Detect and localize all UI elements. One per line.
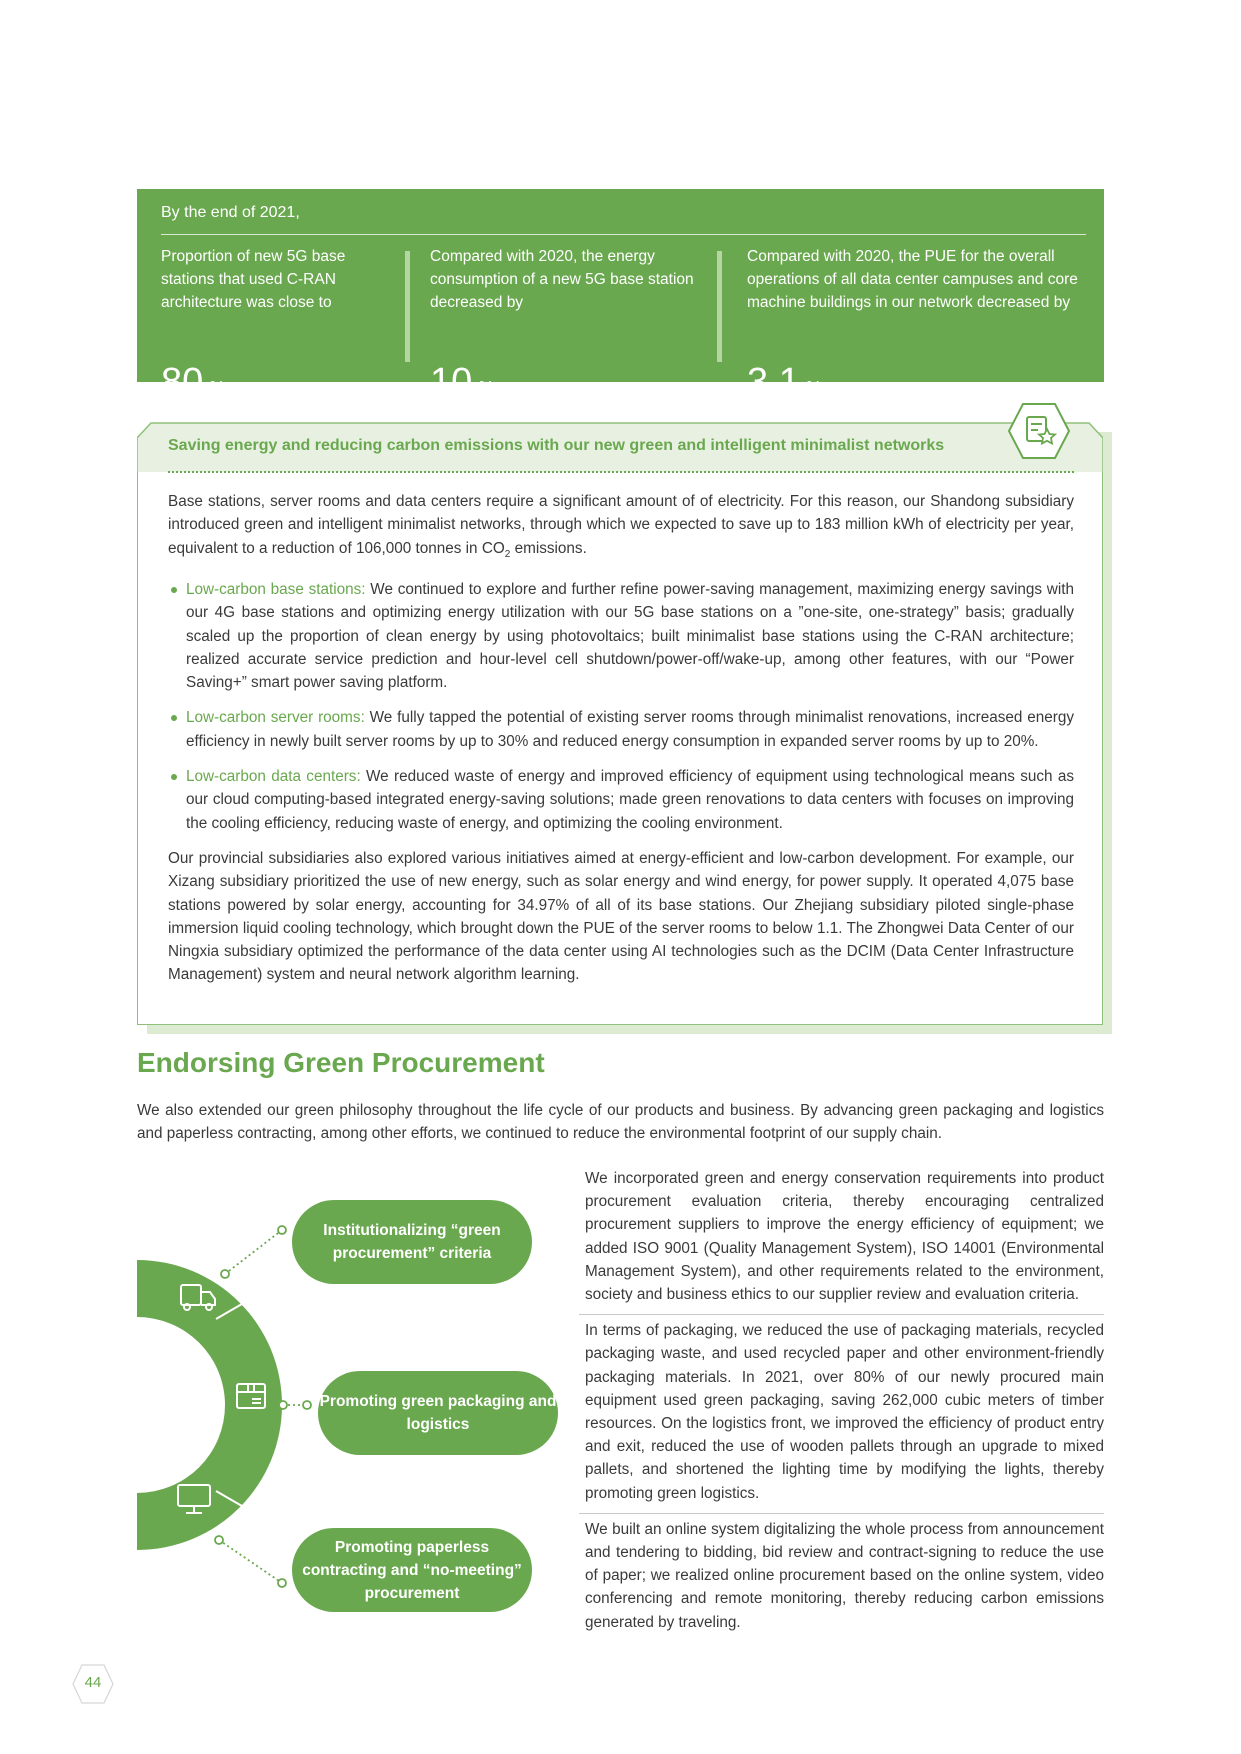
stat-description: Proportion of new 5G base stations that used C-RAN architecture was close to	[161, 248, 346, 311]
info-intro-paragraph	[168, 490, 1074, 566]
list-item	[168, 706, 1074, 753]
stat-number: 10	[430, 361, 473, 403]
page-number: 44	[84, 1674, 102, 1691]
stats-intro: By the end of 2021,	[161, 204, 300, 221]
connector-node	[278, 1579, 286, 1587]
bullet-label: Low-carbon base stations:	[186, 580, 366, 598]
bullet-text: We reduced waste of energy and improved efficiency of equipment using technological means such as our cloud computing-based integrated energy-saving solutions; made green renovations to data centers with focuses on improving the cooling efficiency, reducing waste of energy, and optimizing the cooling environment.	[186, 768, 1074, 832]
bullet-text: We continued to explore and further refine power-saving management, maximizing energy savings with our 4G base stations and optimizing energy utilization with our 5G base stations on a ”one-site, one-strategy” basis; gradually scaled up the proportion of clean energy by using photovoltaics; built minimalist base stations using the C-RAN architecture; realized accurate service prediction and hour-level cell shutdown/power-off/wake-up, among other features, with our “Power Saving+” smart power saving platform.	[186, 580, 1074, 692]
stat-number: 80	[161, 361, 204, 403]
list-item	[168, 765, 1074, 835]
stat-value	[161, 361, 225, 404]
certificate-star-icon	[1007, 402, 1071, 460]
stat-description: Compared with 2020, the PUE for the overall operations of all data center campuses and core machine buildings in our network decreased by	[747, 248, 1078, 311]
packaging-pill: Promoting green packaging and logistics	[318, 1371, 558, 1455]
connector-node	[303, 1401, 311, 1409]
criteria-pill: Institutionalizing “green procurement” criteria	[292, 1200, 532, 1284]
info-bullet-list	[168, 578, 1074, 835]
bullet-label: Low-carbon server rooms:	[186, 709, 365, 727]
paperless-pill: Promoting paperless contracting and “no-meeting” procurement	[292, 1528, 532, 1612]
connector-node	[215, 1536, 223, 1544]
stat-block	[161, 245, 371, 403]
paperless-paragraph: We built an online system digitalizing the whole process from announcement and tendering to bidding, bid review and contract-signing to reduce the use of paper; we realized online procurement based on the online system, video conferencing and remote monitoring, thereby reducing carbon emissions generated by traveling.	[585, 1520, 1104, 1631]
info-intro-tail: emissions.	[510, 539, 587, 557]
list-item	[168, 578, 1074, 694]
stat-description: Compared with 2020, the energy consumption of a new 5G base station decreased by	[430, 248, 694, 311]
procurement-details	[585, 1163, 1104, 1642]
packaging-paragraph: In terms of packaging, we reduced the use of packaging materials, recycled packaging waste, and used recycled paper and other environment-friendly packaging materials. In 2021, over 80% of our newly procured main equipment used green packaging, saving 262,000 cubic meters of timber resources. On the logistics front, we improved the efficiency of product entry and exit, reduced the use of wooden pallets through an upgrade to mixed pallets, and shortened the lighting time by modifying the lights, thereby promoting green logistics.	[585, 1322, 1104, 1502]
stat-value	[430, 361, 494, 404]
info-closing-paragraph: Our provincial subsidiaries also explored various initiatives aimed at energy-efficient and low-carbon development. For example, our Xizang subsidiary prioritized the use of new energy, such as solar energy and wind energy, for power supply. It operated 4,075 base stations powered by solar energy, accounting for 34.97% of all of its base stations. Our Zhejiang subsidiary piloted single-phase immersion liquid cooling technology, which brought down the PUE of the server rooms to below 1.1. The Zhongwei Data Center of our Ningxia subsidiary optimized the performance of the data center using AI technologies such as the DCIM (Data Center Infrastructure Management) system and neural network algorithm learning.	[168, 849, 1074, 984]
subscript: 2	[504, 548, 511, 560]
bullet-dot	[171, 715, 177, 721]
info-title-divider	[168, 471, 1074, 473]
stat-block	[747, 245, 1092, 403]
stat-unit: %	[209, 378, 226, 398]
criteria-paragraph: We incorporated green and energy conservation requirements into product procurement evaluation criteria, thereby encouraging centralized procurement suppliers to improve the energy efficiency of equipment; we added ISO 9001 (Quality Management System), ISO 14001 (Environmental Management System), and other requirements related to the environment, society and business ethics to our supplier review and evaluation criteria.	[585, 1170, 1104, 1304]
section-heading: Endorsing Green Procurement	[137, 1047, 545, 1078]
bullet-dot	[171, 774, 177, 780]
connector-line	[219, 1540, 282, 1583]
stat-unit: %	[805, 378, 822, 398]
stat-separator	[717, 251, 722, 362]
stat-block	[430, 245, 715, 403]
connector-node	[278, 1226, 286, 1234]
stat-number: 3.1	[747, 361, 800, 403]
bullet-dot	[171, 587, 177, 593]
stat-separator	[405, 251, 410, 362]
bullet-label: Low-carbon data centers:	[186, 768, 361, 786]
section-intro: We also extended our green philosophy throughout the life cycle of our products and business. By advancing green packaging and logistics and paperless contracting, among other efforts, we continued to reduce the environmental footprint of our supply chain.	[137, 1102, 1104, 1142]
info-intro-text: Base stations, server rooms and data centers require a significant amount of of electricity. For this reason, our Shandong subsidiary introduced green and intelligent minimalist networks, through which we expected to save up to 183 million kWh of electricity per year, equivalent to a reduction of 106,000 tonnes in CO	[168, 493, 1074, 557]
bullet-text: We fully tapped the potential of existing server rooms through minimalist renovations, increased energy efficiency in newly built server rooms by up to 30% and reduced energy consumption in expanded server rooms by up to 20%.	[186, 709, 1074, 750]
connector-node	[221, 1270, 229, 1278]
connector-node	[279, 1401, 287, 1409]
stat-value	[747, 361, 822, 404]
connector-line	[225, 1230, 282, 1274]
info-box-body	[168, 490, 1074, 999]
stats-divider	[161, 234, 1086, 235]
info-box-title: Saving energy and reducing carbon emissions with our new green and intelligent minimalist networks	[168, 437, 945, 454]
stat-unit: %	[478, 378, 495, 398]
stats-banner	[137, 189, 1104, 403]
